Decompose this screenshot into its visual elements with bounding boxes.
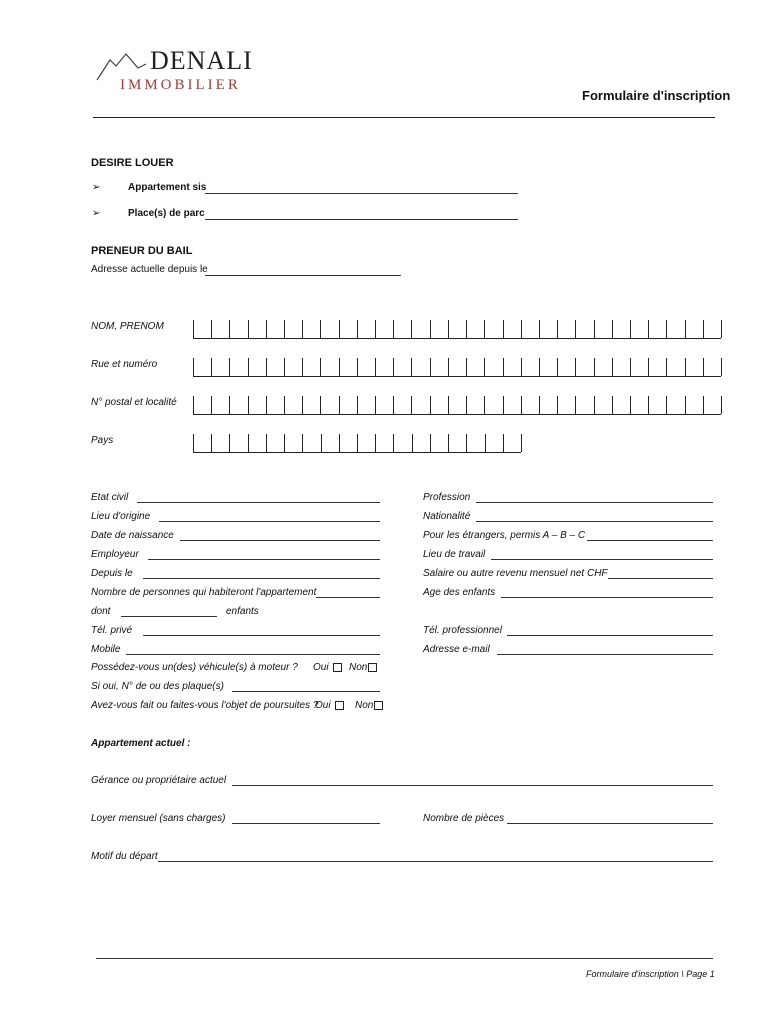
cell-separator bbox=[266, 396, 267, 414]
etat-civil-label: Etat civil bbox=[91, 492, 129, 503]
profession-field[interactable] bbox=[476, 502, 713, 503]
cell-separator bbox=[521, 358, 522, 376]
appartement-actuel-heading: Appartement actuel : bbox=[91, 738, 191, 749]
cell-separator bbox=[302, 434, 303, 452]
cell-separator bbox=[430, 396, 431, 414]
cell-separator bbox=[357, 358, 358, 376]
profession-label: Profession bbox=[423, 492, 471, 503]
gerance-field[interactable] bbox=[232, 785, 713, 786]
tel-prive-field[interactable] bbox=[143, 635, 380, 636]
cell-separator bbox=[612, 320, 613, 338]
age-enfants-field[interactable] bbox=[501, 597, 713, 598]
cell-separator bbox=[284, 434, 285, 452]
cell-separator bbox=[703, 320, 704, 338]
motif-field[interactable] bbox=[158, 861, 713, 862]
nationalite-field[interactable] bbox=[476, 521, 713, 522]
cell-separator bbox=[630, 358, 631, 376]
vehicule-oui-label: Oui bbox=[313, 662, 329, 673]
permis-field[interactable] bbox=[587, 540, 713, 541]
cell-separator bbox=[503, 396, 504, 414]
depuis-field[interactable] bbox=[143, 578, 380, 579]
motif-label: Motif du départ bbox=[91, 851, 158, 862]
cell-separator bbox=[703, 358, 704, 376]
form-title: Formulaire d'inscription bbox=[582, 88, 731, 103]
cell-separator bbox=[575, 358, 576, 376]
employeur-field[interactable] bbox=[148, 559, 380, 560]
cell-separator bbox=[411, 396, 412, 414]
gerance-label: Gérance ou propriétaire actuel bbox=[91, 775, 227, 786]
cell-separator bbox=[248, 396, 249, 414]
logo-subtitle: IMMOBILIER bbox=[120, 77, 241, 93]
cell-separator bbox=[357, 320, 358, 338]
cell-separator bbox=[302, 358, 303, 376]
dont-label: dont bbox=[91, 606, 111, 617]
cell-separator bbox=[411, 320, 412, 338]
cell-separator bbox=[685, 358, 686, 376]
cell-separator bbox=[339, 396, 340, 414]
date-naissance-field[interactable] bbox=[180, 540, 380, 541]
cell-separator bbox=[393, 396, 394, 414]
tel-prive-label: Tél. privé bbox=[91, 625, 133, 636]
cell-separator bbox=[357, 396, 358, 414]
vehicule-oui-checkbox[interactable] bbox=[333, 663, 342, 672]
cell-separator bbox=[193, 434, 194, 452]
cell-separator bbox=[539, 358, 540, 376]
cell-separator bbox=[666, 320, 667, 338]
cell-separator bbox=[393, 358, 394, 376]
cell-separator bbox=[339, 358, 340, 376]
cell-separator bbox=[321, 434, 322, 452]
salaire-label: Salaire ou autre revenu mensuel net CHF bbox=[423, 568, 608, 579]
cell-separator bbox=[521, 320, 522, 338]
cell-separator bbox=[393, 320, 394, 338]
loyer-label: Loyer mensuel (sans charges) bbox=[91, 813, 226, 824]
vehicule-label: Possédez-vous un(des) véhicule(s) à moteur ? bbox=[91, 662, 298, 673]
tel-pro-field[interactable] bbox=[507, 635, 713, 636]
cell-separator bbox=[575, 396, 576, 414]
poursuites-oui-label: Oui bbox=[315, 700, 331, 711]
pieces-field[interactable] bbox=[507, 823, 713, 824]
cell-separator bbox=[211, 320, 212, 338]
cell-separator bbox=[248, 358, 249, 376]
cell-separator bbox=[266, 358, 267, 376]
cell-separator bbox=[666, 358, 667, 376]
cell-separator bbox=[211, 434, 212, 452]
nom-prenom-label: NOM, PRENOM bbox=[91, 321, 164, 332]
cell-separator bbox=[721, 358, 722, 376]
logo-name: DENALI bbox=[150, 46, 253, 75]
cell-separator bbox=[685, 320, 686, 338]
etat-civil-field[interactable] bbox=[137, 502, 380, 503]
cell-separator bbox=[411, 358, 412, 376]
cell-separator bbox=[211, 396, 212, 414]
age-enfants-label: Age des enfants bbox=[423, 587, 496, 598]
nationalite-label: Nationalité bbox=[423, 511, 471, 522]
cell-separator bbox=[612, 358, 613, 376]
postal-localite-label: N° postal et localité bbox=[91, 397, 177, 408]
header-rule bbox=[93, 117, 715, 118]
cell-separator bbox=[648, 320, 649, 338]
mobile-field[interactable] bbox=[126, 654, 380, 655]
cell-separator bbox=[375, 320, 376, 338]
cell-separator bbox=[448, 320, 449, 338]
pays-boxes[interactable] bbox=[193, 434, 521, 453]
employeur-label: Employeur bbox=[91, 549, 139, 560]
adresse-depuis-field[interactable] bbox=[205, 275, 401, 276]
cell-separator bbox=[320, 358, 321, 376]
cell-separator bbox=[484, 320, 485, 338]
cell-separator bbox=[320, 320, 321, 338]
vehicule-non-label: Non bbox=[349, 662, 368, 673]
cell-separator bbox=[630, 396, 631, 414]
nom-prenom-boxes[interactable] bbox=[193, 320, 721, 339]
cell-separator bbox=[466, 320, 467, 338]
vehicule-non-option[interactable] bbox=[349, 662, 377, 673]
cell-separator bbox=[320, 396, 321, 414]
cell-separator bbox=[521, 396, 522, 414]
cell-separator bbox=[557, 396, 558, 414]
poursuites-oui-checkbox[interactable] bbox=[335, 701, 344, 710]
cell-separator bbox=[721, 320, 722, 338]
nombre-enfants-field[interactable] bbox=[121, 616, 217, 617]
cell-separator bbox=[357, 434, 358, 452]
lieu-travail-field[interactable] bbox=[491, 559, 713, 560]
cell-separator bbox=[612, 396, 613, 414]
bullet-arrow-icon: ➢ bbox=[92, 208, 101, 219]
footer-page: Formulaire d'inscription \ Page 1 bbox=[586, 969, 715, 979]
vehicule-oui-option[interactable] bbox=[313, 662, 342, 673]
cell-separator bbox=[302, 320, 303, 338]
pays-label: Pays bbox=[91, 435, 114, 446]
appartement-sis-label: Appartement sis bbox=[128, 182, 207, 193]
cell-separator bbox=[193, 320, 194, 338]
cell-separator bbox=[448, 358, 449, 376]
permis-label: Pour les étrangers, permis A – B – C bbox=[423, 530, 586, 541]
place-parc-label: Place(s) de parc bbox=[128, 208, 205, 219]
cell-separator bbox=[539, 396, 540, 414]
mobile-label: Mobile bbox=[91, 644, 121, 655]
cell-separator bbox=[630, 320, 631, 338]
nombre-personnes-label: Nombre de personnes qui habiteront l'appartement bbox=[91, 587, 317, 598]
vehicule-non-checkbox[interactable] bbox=[368, 663, 377, 672]
footer-rule bbox=[96, 958, 713, 959]
cell-separator bbox=[412, 434, 413, 452]
salaire-field[interactable] bbox=[608, 578, 713, 579]
cell-separator bbox=[339, 320, 340, 338]
cell-separator bbox=[594, 396, 595, 414]
cell-separator bbox=[375, 434, 376, 452]
cell-separator bbox=[484, 396, 485, 414]
date-naissance-label: Date de naissance bbox=[91, 530, 174, 541]
plaques-field[interactable] bbox=[232, 691, 380, 692]
cell-separator bbox=[393, 434, 394, 452]
lieu-origine-field[interactable] bbox=[159, 521, 380, 522]
appartement-sis-field[interactable] bbox=[205, 193, 518, 194]
desire-heading: DESIRE LOUER bbox=[91, 157, 174, 169]
cell-separator bbox=[229, 396, 230, 414]
cell-separator bbox=[193, 358, 194, 376]
cell-separator bbox=[503, 434, 504, 452]
plaques-label: Si oui, N° de ou des plaque(s) bbox=[91, 681, 224, 692]
cell-separator bbox=[466, 434, 467, 452]
cell-separator bbox=[594, 320, 595, 338]
pieces-label: Nombre de pièces bbox=[423, 813, 505, 824]
cell-separator bbox=[466, 396, 467, 414]
cell-separator bbox=[721, 396, 722, 414]
cell-separator bbox=[666, 396, 667, 414]
email-field[interactable] bbox=[497, 654, 713, 655]
cell-separator bbox=[430, 434, 431, 452]
preneur-heading: PRENEUR DU BAIL bbox=[91, 245, 193, 257]
cell-separator bbox=[339, 434, 340, 452]
cell-separator bbox=[466, 358, 467, 376]
rue-numero-label: Rue et numéro bbox=[91, 359, 158, 370]
cell-separator bbox=[539, 320, 540, 338]
bullet-arrow-icon: ➢ bbox=[92, 182, 101, 193]
email-label: Adresse e-mail bbox=[423, 644, 490, 655]
poursuites-non-label: Non bbox=[355, 700, 374, 711]
rue-numero-boxes[interactable] bbox=[193, 358, 721, 377]
poursuites-non-checkbox[interactable] bbox=[374, 701, 383, 710]
cell-separator bbox=[703, 396, 704, 414]
cell-separator bbox=[266, 434, 267, 452]
lieu-travail-label: Lieu de travail bbox=[423, 549, 486, 560]
cell-separator bbox=[557, 320, 558, 338]
cell-separator bbox=[448, 434, 449, 452]
cell-separator bbox=[503, 320, 504, 338]
cell-separator bbox=[229, 434, 230, 452]
cell-separator bbox=[375, 358, 376, 376]
cell-separator bbox=[648, 358, 649, 376]
cell-separator bbox=[248, 434, 249, 452]
tel-pro-label: Tél. professionnel bbox=[423, 625, 502, 636]
cell-separator bbox=[575, 320, 576, 338]
lieu-origine-label: Lieu d'origine bbox=[91, 511, 151, 522]
poursuites-oui-option[interactable] bbox=[315, 700, 344, 711]
cell-separator bbox=[430, 358, 431, 376]
poursuites-label: Avez-vous fait ou faites-vous l'objet de poursuites ? bbox=[91, 700, 319, 711]
enfants-label: enfants bbox=[226, 606, 259, 617]
cell-separator bbox=[430, 320, 431, 338]
cell-separator bbox=[648, 396, 649, 414]
cell-separator bbox=[448, 396, 449, 414]
cell-separator bbox=[302, 396, 303, 414]
cell-separator bbox=[503, 358, 504, 376]
cell-separator bbox=[485, 434, 486, 452]
poursuites-non-option[interactable] bbox=[355, 700, 383, 711]
postal-localite-boxes[interactable] bbox=[193, 396, 721, 415]
cell-separator bbox=[248, 320, 249, 338]
cell-separator bbox=[229, 320, 230, 338]
depuis-label: Depuis le bbox=[91, 568, 133, 579]
cell-separator bbox=[284, 320, 285, 338]
cell-separator bbox=[685, 396, 686, 414]
cell-separator bbox=[193, 396, 194, 414]
loyer-field[interactable] bbox=[232, 823, 380, 824]
nombre-personnes-field[interactable] bbox=[316, 597, 380, 598]
cell-separator bbox=[557, 358, 558, 376]
cell-separator bbox=[229, 358, 230, 376]
cell-separator bbox=[284, 358, 285, 376]
cell-separator bbox=[594, 358, 595, 376]
cell-separator bbox=[266, 320, 267, 338]
cell-separator bbox=[484, 358, 485, 376]
cell-separator bbox=[211, 358, 212, 376]
place-parc-field[interactable] bbox=[205, 219, 518, 220]
adresse-depuis-label: Adresse actuelle depuis le bbox=[91, 264, 208, 275]
cell-separator bbox=[375, 396, 376, 414]
cell-separator bbox=[521, 434, 522, 452]
cell-separator bbox=[284, 396, 285, 414]
